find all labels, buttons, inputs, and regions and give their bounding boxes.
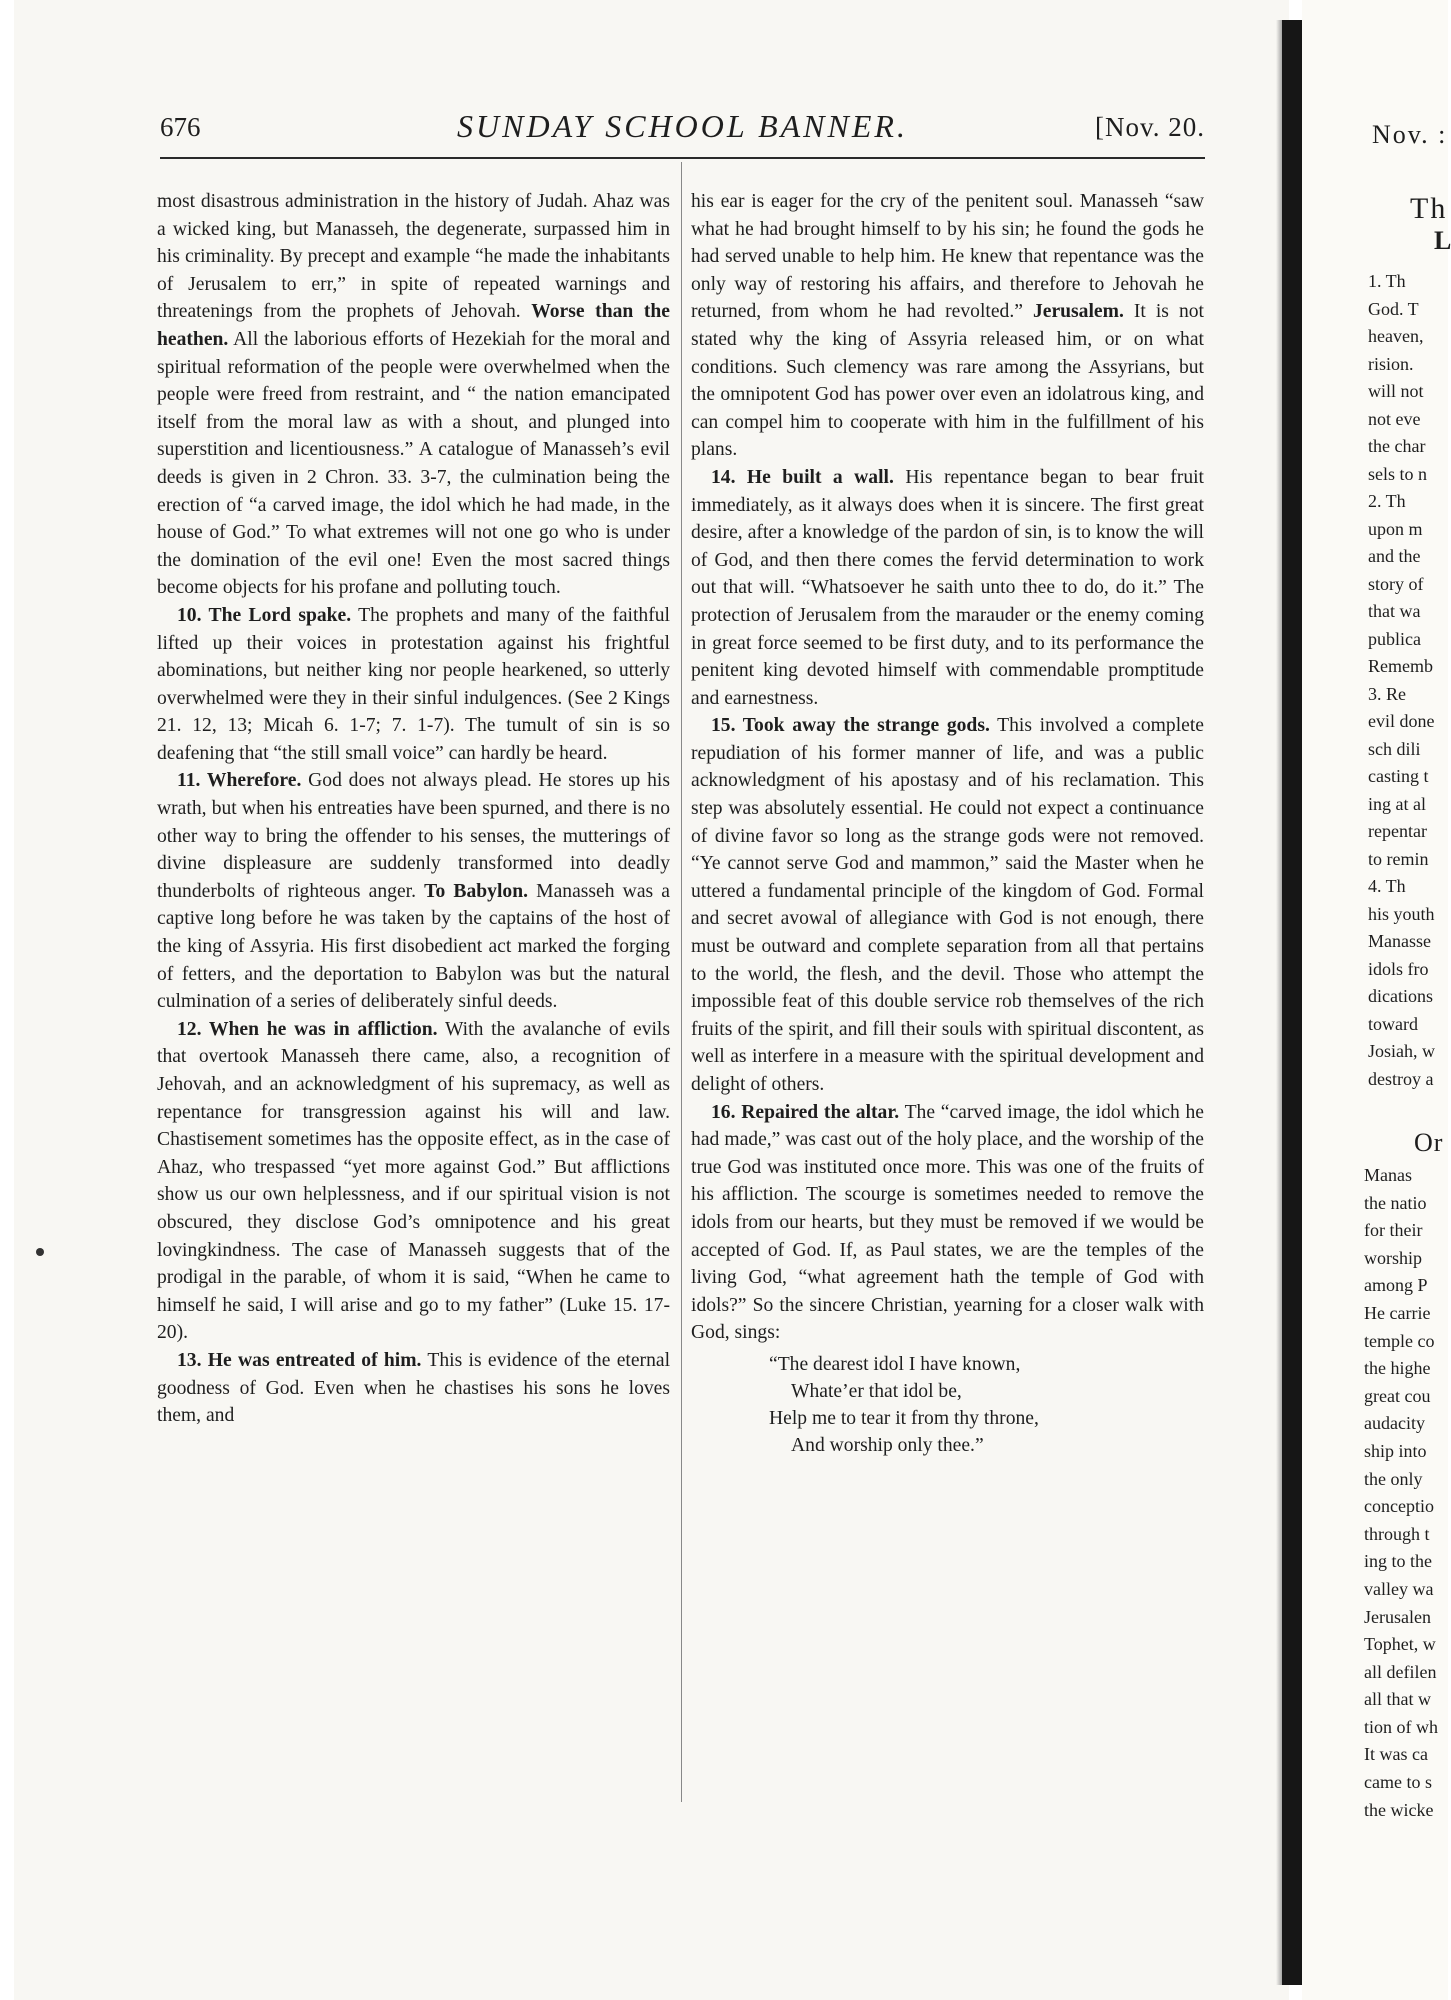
facing-page-line: Rememb — [1368, 656, 1433, 676]
facing-page-line: Tophet, w — [1364, 1634, 1436, 1655]
verse-heading: 15. Took away the strange gods. — [711, 715, 990, 737]
facing-page-line: ship into — [1364, 1440, 1427, 1461]
ink-speck — [36, 1248, 44, 1256]
column-divider — [681, 162, 682, 1802]
facing-page-line: the natio — [1364, 1192, 1427, 1213]
poem-line: Whate’er that idol be, — [791, 1380, 962, 1402]
facing-page-line: all defilen — [1364, 1661, 1437, 1682]
facing-page-line: evil done — [1368, 711, 1435, 731]
facing-page-line: sch dili — [1368, 738, 1421, 759]
facing-page-line: Josiah, w — [1368, 1041, 1435, 1061]
facing-page-line: Manas — [1364, 1165, 1412, 1185]
paragraph-text: It is not stated why the king of Assyria released him, or on what conditions. Such clemency was rare among the Assyrians, but the omnipotent God has power over even an idolatrous king, and can compel him to cooperate with him in the fulfillment of his plans. — [691, 301, 1204, 461]
poem-line: Help me to tear it from thy throne, — [769, 1407, 1039, 1429]
right-column — [691, 188, 1204, 1459]
facing-page-line: ing at al — [1368, 793, 1426, 814]
facing-page-line: casting t — [1368, 766, 1429, 786]
facing-page-line: conceptio — [1364, 1496, 1434, 1517]
facing-page-line: He carrie — [1364, 1302, 1431, 1323]
paragraph-text: This is evidence of the eternal goodness of God. Even when he chastises his sons he loves them, and — [157, 1349, 671, 1427]
facing-page-line: heaven, — [1368, 326, 1424, 346]
facing-page-line: all that w — [1364, 1689, 1431, 1710]
verse-heading: 12. When he was in affliction. — [177, 1018, 438, 1040]
inline-heading: Worse than the heathen. — [157, 301, 670, 350]
facing-page-line: God. T — [1368, 298, 1419, 319]
facing-page-line: valley wa — [1364, 1578, 1434, 1599]
facing-page-line: will not — [1368, 381, 1424, 401]
issue-date: [Nov. 20. — [1095, 112, 1205, 142]
facing-page-title: Th — [1410, 192, 1448, 225]
paragraph-verse-13 — [157, 1347, 670, 1430]
paragraph-text: God does not always plead. He stores up his wrath, but when his entreaties have been spurned, and there is no other way to bring the offender to his senses, the mutterings of divine displeasure are suddenly transformed into deadly thunderbolts of righteous anger. — [157, 770, 670, 902]
facing-page-line: for their — [1364, 1220, 1423, 1241]
inline-heading: Jerusalem. — [1032, 301, 1124, 323]
paragraph-text: His repentance began to bear fruit immediately, as it always does when it is sincere. The first great desire, after a knowledge of the pardon of sin, is to know the will of God, and then there comes the fervid determination to work out that will. “Whatsoever he saith unto thee to do, do it.” The protection of Jerusalem from the marauder or the enemy coming in great force seemed to be first duty, and to its performance the penitent king devoted himself with commendable promptitude and earnestness. — [691, 466, 1205, 709]
facing-page-line: among P — [1364, 1275, 1428, 1296]
paragraph-continuation — [691, 188, 1204, 464]
facing-page-line: sels to n — [1368, 463, 1428, 484]
facing-page-line: not eve — [1368, 408, 1421, 429]
running-title: SUNDAY SCHOOL BANNER. — [457, 108, 908, 144]
facing-page-subtitle: L — [1434, 226, 1451, 255]
facing-page-line: Jerusalen — [1364, 1606, 1431, 1627]
verse-heading: 14. He built a wall. — [711, 466, 894, 488]
facing-page-line: 1. Th — [1368, 271, 1406, 291]
facing-page-line: 4. Th — [1368, 876, 1406, 896]
facing-page-line: ing to the — [1364, 1551, 1432, 1572]
paragraph-text: Manasseh was a captive long before he was taken by the captains of the host of the king of Assyria. His first disobedient act marked the forging of fetters, and the deportation to Babylon was but the natural culmination of a series of deliberately sinful deeds. — [157, 880, 670, 1013]
facing-page-line: through t — [1364, 1523, 1430, 1544]
verse-heading: 16. Repaired the altar. — [711, 1101, 900, 1123]
paragraph-text: The prophets and many of the faithful lifted up their voices in protestation against his frightful abominations, but neither king nor people hearkened, so utterly overwhelmed were they in their sinful indulgences. (See 2 Kings 21. 12, 13; Micah 6. 1-7; 7. 1-7). The tumult of sin is so deafening that “the still small voice” can hardly be heard. — [157, 604, 670, 764]
paragraph-text: All the laborious efforts of Hezekiah for the moral and spiritual reformation of the people were overwhelmed when the people were freed from restraint, and “ the nation emancipated itself from the moral law as with a shout, and plunged into superstition and licentiousness.” A catalogue of Manasseh’s evil deeds is given in 2 Chron. 33. 3-7, the culmination being the erection of “a carved image, the idol which he had made, in the house of God.” To what extremes will not one go who is under the domination of the evil one! Even the most sacred things become objects for his profane and polluting touch. — [157, 328, 670, 599]
facing-page-line: dications — [1368, 986, 1433, 1006]
poem-line: And worship only thee.” — [791, 1434, 984, 1456]
facing-page-lines-a — [1368, 268, 1435, 1093]
facing-page-line: story of — [1368, 573, 1424, 594]
paragraph-text: his ear is eager for the cry of the penitent soul. Manasseh “saw what he had brought himself to by his sin; he found the gods he had served unable to help him. He knew that repentance was the only way of restoring his affairs, and therefore to Jehovah he returned, from whom he had revolted.” — [691, 191, 1204, 323]
facing-page-line: the wicke — [1364, 1799, 1434, 1820]
facing-page-line: the highe — [1364, 1358, 1431, 1379]
facing-page-line: tion of wh — [1364, 1716, 1438, 1737]
paragraph-text: The “carved image, the idol which he had made,” was cast out of the holy place, and the worship of the true God was instituted once more. This was one of the fruits of his affliction. The scourge is sometimes needed to remove the idols from our hearts, but they must be removed if we would be accepted of God. If, as Paul states, we are the temples of the living God, “what agreement hath the temple of God with idols?” So the sincere Christian, yearning for a closer walk with God, sings: — [691, 1101, 1205, 1344]
facing-page-line: the char — [1368, 436, 1426, 456]
facing-page-line: to remin — [1368, 848, 1429, 869]
facing-page-line: great cou — [1364, 1385, 1431, 1406]
facing-page-line: worship — [1364, 1247, 1422, 1268]
paragraph-verse-16 — [691, 1099, 1204, 1347]
facing-page-line: 3. Re — [1368, 683, 1406, 704]
paragraph-verse-15 — [691, 712, 1204, 1098]
facing-page-line: repentar — [1368, 821, 1427, 841]
facing-page-line: toward — [1368, 1013, 1418, 1034]
facing-page-line: idols fro — [1368, 958, 1429, 979]
book-spine — [1282, 20, 1302, 1985]
facing-page-lines-b — [1364, 1162, 1438, 1824]
hymn-quote — [769, 1351, 1204, 1459]
facing-page-line: rision. — [1368, 353, 1414, 374]
verse-heading: 11. Wherefore. — [177, 770, 302, 792]
paragraph-text: most disastrous administration in the history of Judah. Ahaz was a wicked king, but Manasseh, the degenerate, surpassed him in his criminality. By precept and example “he made the inhabitants of Jerusalem to err,” in spite of repeated warnings and threatenings from the prophets of Jehovah. — [157, 191, 670, 323]
facing-page-line: came to s — [1364, 1772, 1432, 1793]
facing-page-line: It was ca — [1364, 1744, 1428, 1765]
facing-page-line: that wa — [1368, 601, 1421, 621]
paragraph-verse-14 — [691, 464, 1204, 712]
facing-page-line: Manasse — [1368, 931, 1431, 951]
paragraph-text: With the avalanche of evils that overtook Manasseh there came, also, a recognition of Jehovah, and an acknowledgment of his supremacy, as well as repentance for transgression against his will and law. Chastisement sometimes has the opposite effect, as in the case of Ahaz, who trespassed “yet more against God.” But afflictions show us our own helplessness, and if our spiritual vision is not obscured, they disclose God’s omnipotence and his great lovingkindness. The case of Manasseh suggests that of the prodigal in the parable, of whom it is said, “When he came to himself he said, I will arise and go to my father” (Luke 15. 17-20). — [157, 1018, 671, 1344]
paragraph-verse-12 — [157, 1016, 670, 1347]
page-header — [160, 108, 1205, 152]
facing-page-line: the only — [1364, 1468, 1423, 1489]
facing-page-line: upon m — [1368, 518, 1423, 539]
facing-page-line: and the — [1368, 546, 1421, 566]
verse-heading: 13. He was entreated of him. — [177, 1349, 422, 1371]
inline-heading: To Babylon. — [424, 880, 528, 902]
paragraph-verse-11 — [157, 767, 670, 1015]
left-column — [157, 188, 670, 1430]
facing-page-section: Or — [1414, 1128, 1444, 1157]
facing-page-line: his youth — [1368, 903, 1435, 924]
facing-page-line: publica — [1368, 628, 1421, 649]
verse-heading: 10. The Lord spake. — [177, 604, 352, 626]
poem-line: “The dearest idol I have known, — [769, 1353, 1021, 1375]
facing-page — [1302, 0, 1451, 2000]
paragraph-intro — [157, 188, 670, 602]
facing-page-line: 2. Th — [1368, 491, 1406, 511]
facing-page-line: audacity — [1364, 1413, 1425, 1434]
paragraph-text: This involved a complete repudiation of his former manner of life, and was a public acknowledgment of his apostasy and of his reclamation. This step was absolutely essential. He could not expect a continuance of divine favor so long as the strange gods were not removed. “Ye cannot serve God and mammon,” said the Master when he uttered a fundamental principle of the kingdom of God. Formal and secret avowal of allegiance with God is not enough, there must be outward and complete separation from all that pertains to the world, the flesh, and the devil. Those who attempt the impossible feat of this double service rob themselves of the rich fruits of the spirit, and fill their souls with spiritual discontent, as well as interfere in a measure with the spiritual development and delight of others. — [691, 715, 1204, 1095]
page-number: 676 — [160, 112, 201, 142]
facing-page-line: destroy a — [1368, 1068, 1434, 1089]
header-rule — [160, 157, 1205, 159]
paragraph-verse-10 — [157, 602, 670, 768]
facing-page-header: Nov. : — [1372, 120, 1448, 149]
facing-page-line: temple co — [1364, 1330, 1435, 1351]
